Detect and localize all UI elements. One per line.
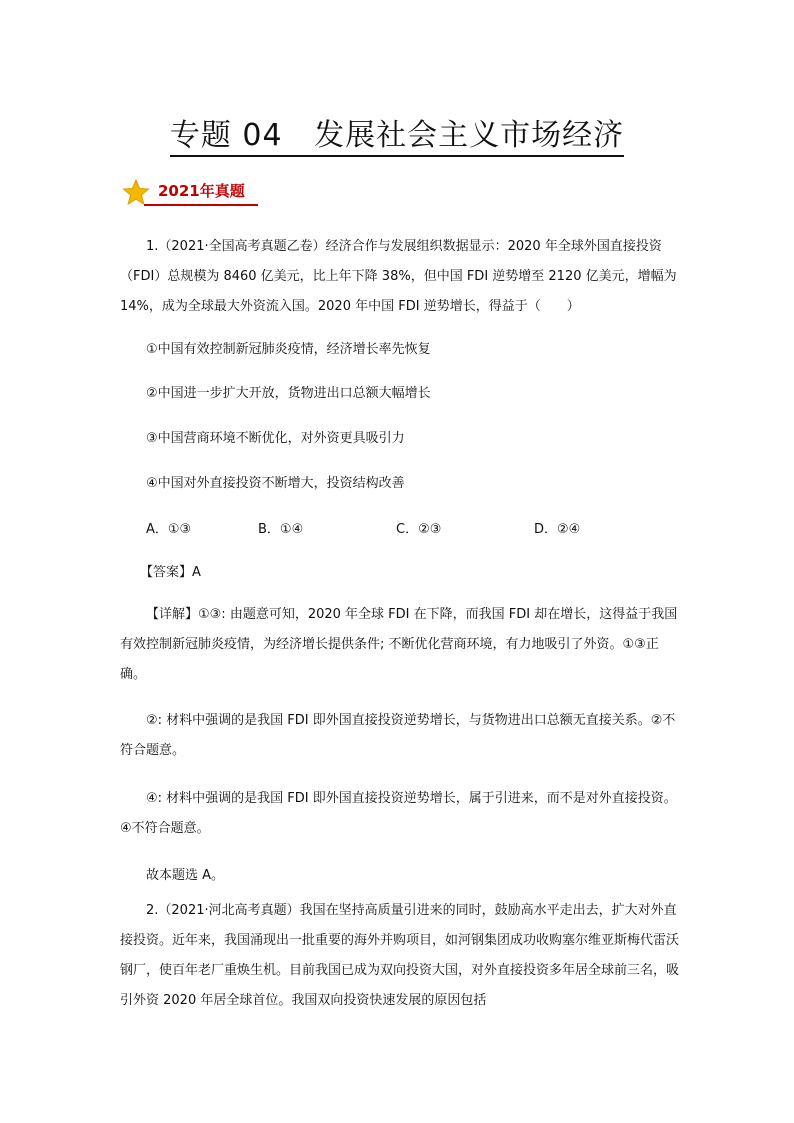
page-title	[0, 110, 794, 154]
section-header	[122, 176, 258, 206]
q1-detail-3: ④: 材料中强调的是我国 FDI 即外国直接投资逆势增长，属于引进来，而不是对外直接投资。④不符合题意。	[120, 791, 677, 836]
q1-answer: 【答案】A	[140, 565, 201, 580]
choice-a: A．①③	[146, 522, 192, 537]
q1-item-3: ③中国营商环境不断优化，对外资更具吸引力	[146, 431, 405, 446]
q1-conclusion: 故本题选 A。	[146, 868, 225, 883]
section-underline	[144, 204, 258, 206]
q1-detail-1: 【详解】①③: 由题意可知，2020 年全球 FDI 在下降，而我国 FDI 却在增长，这得益于我国有效控制新冠肺炎疫情，为经济增长提供条件; 不断优化营商环境，有力地吸引了外资。①③正确。	[120, 607, 678, 682]
title-text: 发展社会主义市场经济	[314, 118, 625, 153]
q1-item-1: ①中国有效控制新冠肺炎疫情，经济增长率先恢复	[146, 342, 431, 357]
choice-b: B．①④	[258, 522, 304, 537]
section-label: 2021年真题	[158, 182, 245, 200]
q1-item-4: ④中国对外直接投资不断增大，投资结构改善	[146, 476, 405, 491]
star-icon	[122, 178, 150, 206]
choice-d: D．②④	[534, 522, 581, 537]
q1-choices	[146, 518, 666, 540]
title-number: 专题 04	[169, 118, 283, 153]
q1-detail-2: ②: 材料中强调的是我国 FDI 即外国直接投资逆势增长，与货物进出口总额无直接关系。②不符合题意。	[120, 713, 676, 758]
q1-stem: 1.（2021·全国高考真题乙卷）经济合作与发展组织数据显示：2020 年全球外国直接投资（FDI）总规模为 8460 亿美元，比上年下降 38%，但中国 FDI 逆势增至 2120 亿美元，增幅为 14%，成为全球最大外资流入国。2020 年中国 FDI 逆势增长，得益于（ ）	[120, 239, 677, 314]
q1-item-2: ②中国进一步扩大开放，货物进出口总额大幅增长	[146, 386, 431, 401]
choice-c: C．②③	[396, 522, 442, 537]
q2-stem: 2.（2021·河北高考真题）我国在坚持高质量引进来的同时，鼓励高水平走出去，扩大对外直接投资。近年来，我国涌现出一批重要的海外并购项目，如河钢集团成功收购塞尔维亚斯梅代雷沃钢厂，使百年老厂重焕生机。目前我国已成为双向投资大国，对外直接投资多年居全球前三名，吸引外资 2020 年居全球首位。我国双向投资快速发展的原因包括	[120, 903, 680, 1008]
title-text-wrap	[170, 118, 624, 157]
